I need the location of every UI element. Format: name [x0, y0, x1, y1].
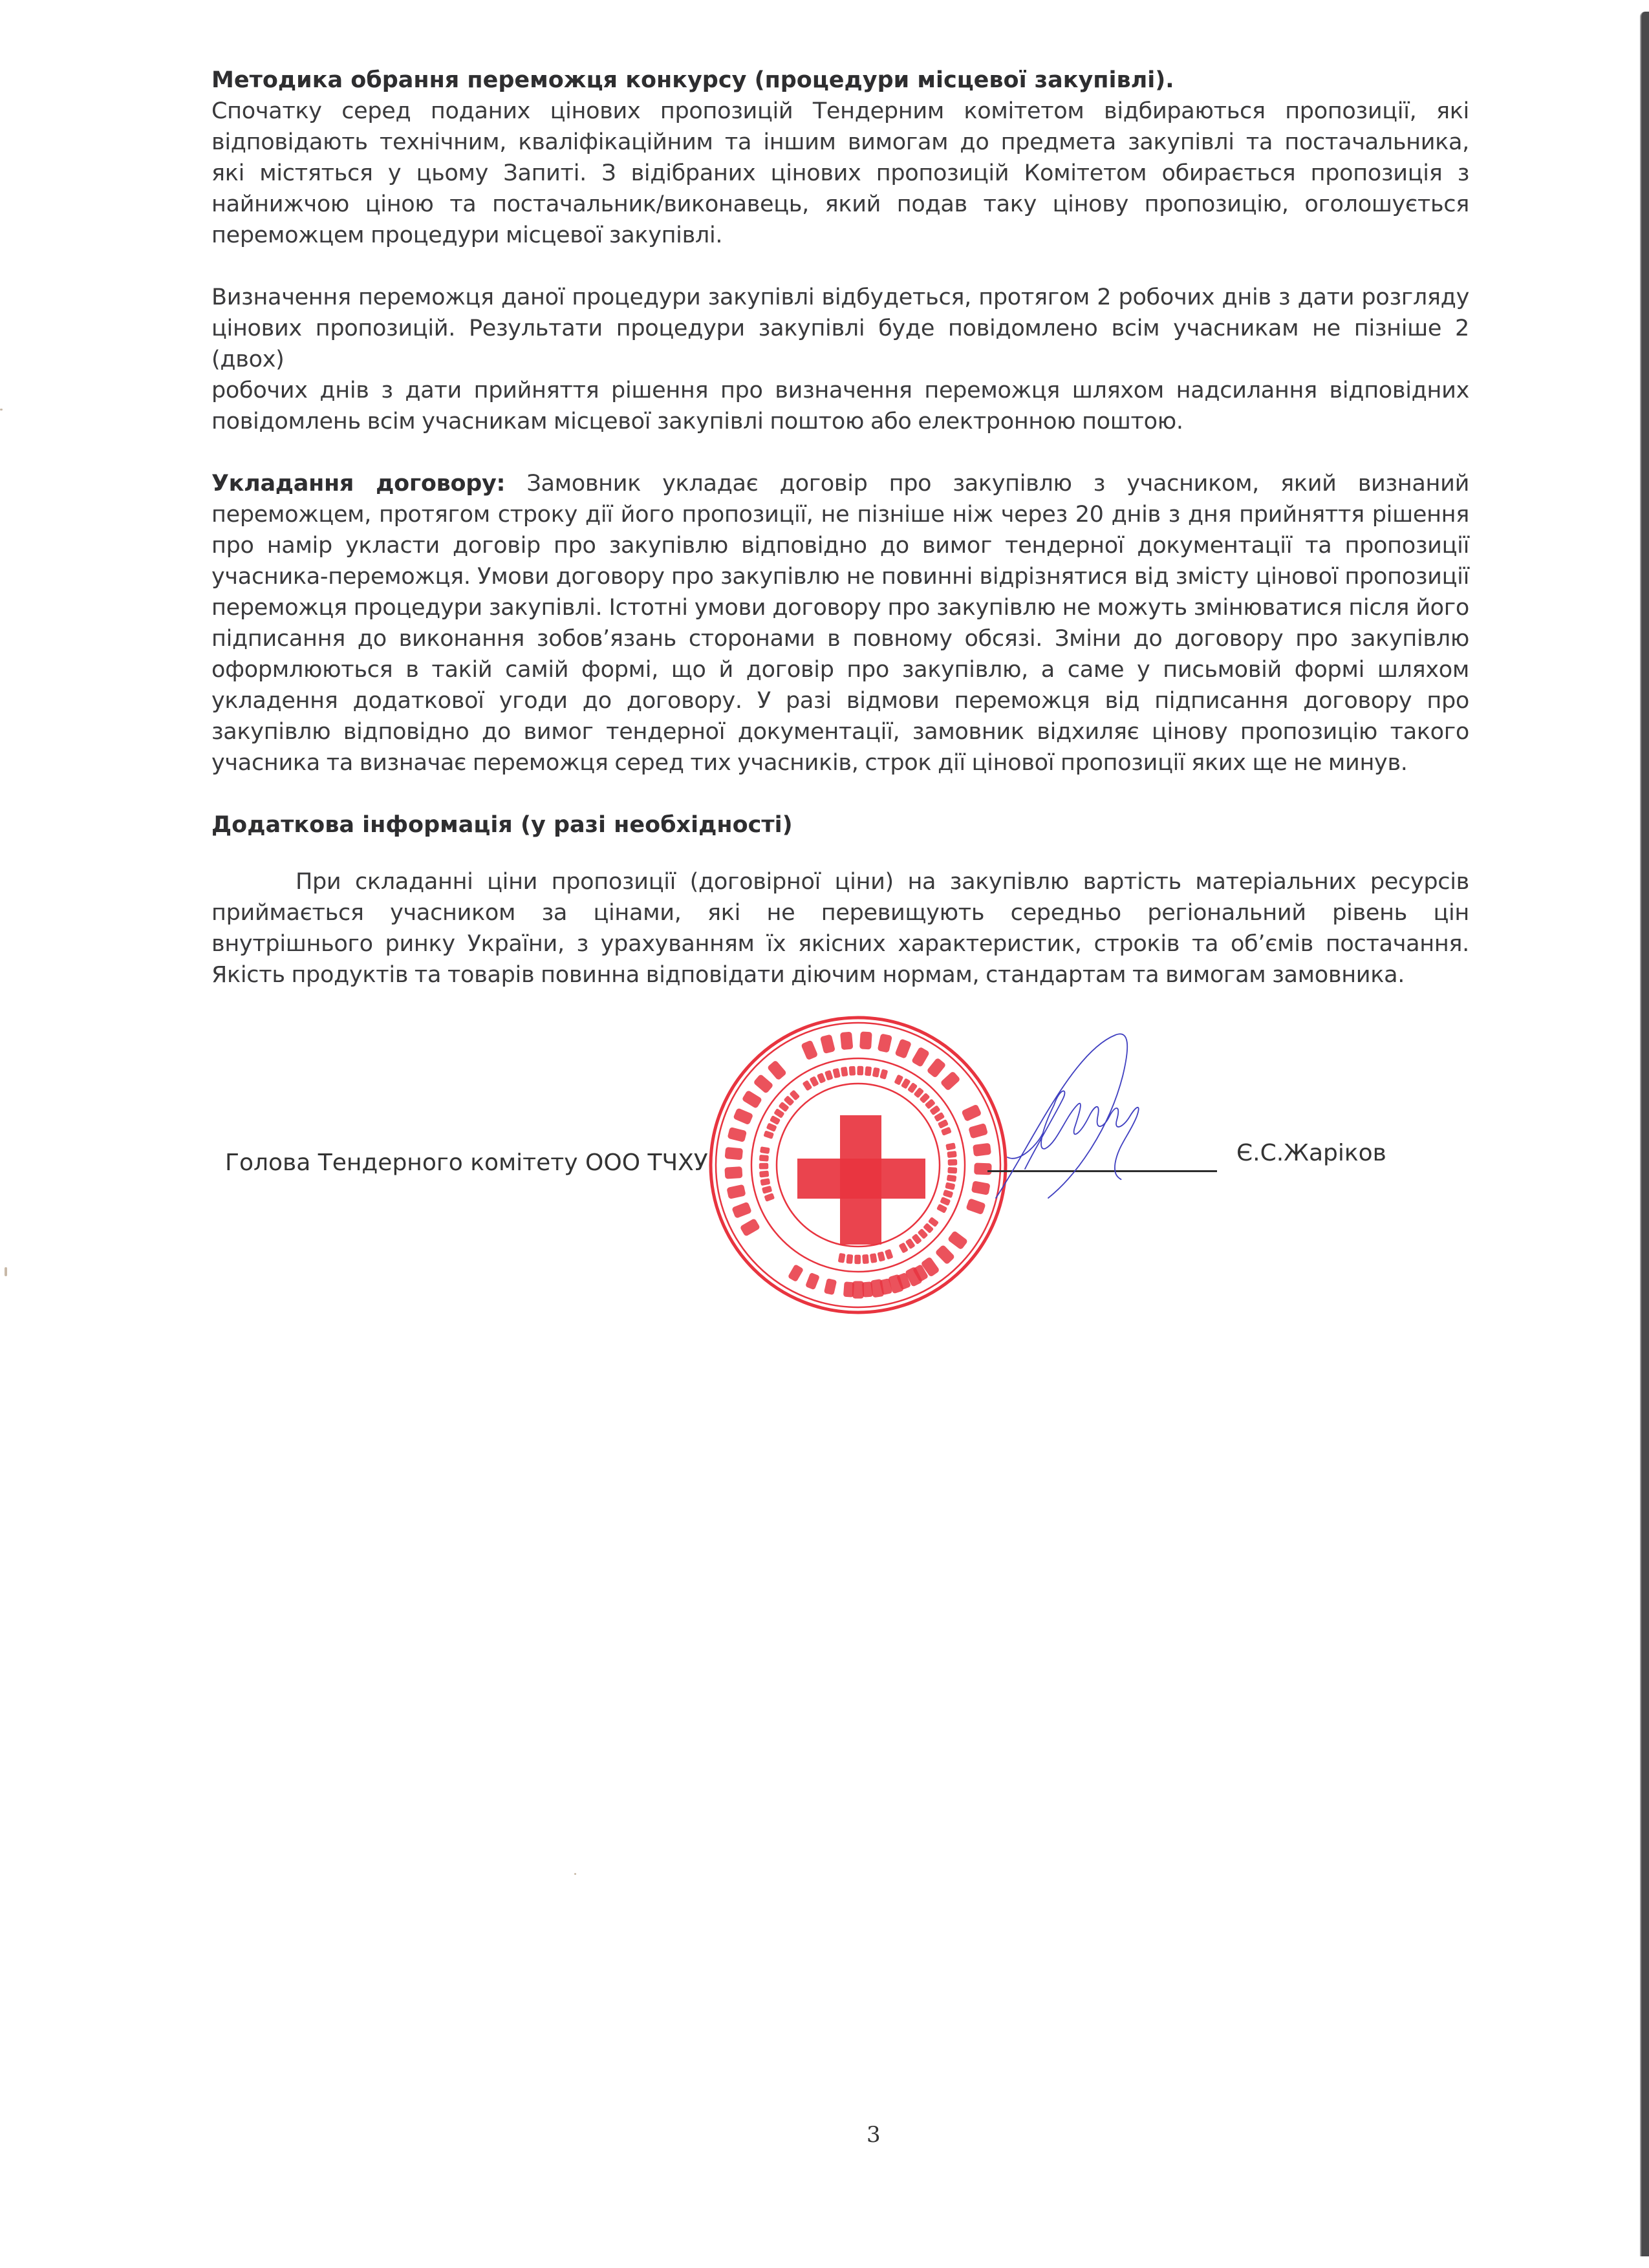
stamp-glyph [824, 1070, 834, 1081]
paragraph-line: робочих днів з дати прийняття рішення про визначення переможця шляхом надсилання відповідних [211, 378, 1469, 403]
paragraph-spacer [211, 437, 1469, 468]
signatory-name: Є.С.Жаріков [1236, 1140, 1386, 1166]
paragraph-line [211, 468, 1469, 499]
section-heading-winner-method: Методика обрання переможця конкурсу (процедури місцевої закупівлі). [211, 67, 1174, 93]
stamp-glyph [872, 1067, 880, 1078]
contract-first-line-text: Замовник укладає договір про закупівлю з учасником, який визнаний [526, 471, 1470, 497]
stamp-glyph [878, 1033, 892, 1053]
paragraph-line: найнижчою ціною та постачальник/виконавець, який подав таку цінову пропозицію, оголошується [211, 191, 1469, 217]
stamp-glyph [885, 1249, 894, 1260]
stamp-glyph [947, 1230, 968, 1250]
stamp-glyph [940, 1197, 951, 1206]
stamp-glyph [940, 1071, 961, 1091]
stamp-glyph [801, 1040, 818, 1060]
paragraph-line: Спочатку серед поданих цінових пропозицій Тендерним комітетом відбираються пропозиції, які [211, 98, 1469, 124]
stamp-glyph [865, 1066, 872, 1076]
stamp-glyph [759, 1155, 769, 1162]
paragraph-line: приймається учасником за цінами, які не перевищують середньо регіональний рівень цін [211, 900, 1469, 926]
stamp-glyph [759, 1170, 769, 1177]
paragraph-line: учасника-переможця. Умови договору про закупівлю не повинні відрізнятися від змісту цінової пропозиції [211, 564, 1469, 590]
section-winner-method [211, 65, 1469, 251]
stamp-glyph [766, 1122, 777, 1132]
stamp-glyph [727, 1127, 748, 1142]
stamp-glyph [877, 1251, 885, 1261]
paragraph-line: переможцем процедури місцевої закупівлі. [211, 222, 723, 248]
paragraph-line: Якість продуктів та товарів повинна відповідати діючим нормам, стандартам та вимогам замовника. [211, 962, 1405, 988]
stamp-glyph [820, 1034, 835, 1054]
page-number: 3 [867, 2122, 881, 2148]
paragraph-line: відповідають технічним, кваліфікаційним та іншим вимогам до предмета закупівлі та постачальника, [211, 129, 1469, 155]
paragraph-line: учасника та визначає переможця серед тих учасників, строк дії цінової пропозиції яких ще не минув. [211, 750, 1408, 776]
scan-speck [5, 1267, 7, 1276]
stamp-glyph [945, 1182, 955, 1190]
stamp-glyph [862, 1254, 869, 1264]
stamp-glyph [824, 1278, 837, 1295]
paragraph-spacer [211, 778, 1469, 809]
stamp-glyph [947, 1175, 957, 1182]
contract-lead-label: Укладання договору: [211, 471, 506, 497]
paragraph-line: Визначення переможця даної процедури закупівлі відбудеться, протягом 2 робочих днів з дати розгляду [211, 284, 1469, 310]
stamp-glyph [788, 1264, 804, 1282]
paragraph-line: переможцем, протягом строку дії його пропозиції, не пізніше ніж через 20 днів з дня прийняття рішення [211, 502, 1469, 528]
paragraph-line: про намір укласти договір про закупівлю відповідно до вимог тендерної документації та пропозиції [211, 533, 1469, 559]
stamp-glyph [849, 1066, 856, 1076]
stamp-glyph [947, 1167, 957, 1173]
stamp-glyph [724, 1166, 742, 1179]
paragraph-line: цінових пропозицій. Результати процедури закупівлі буде повідомлено всім учасникам не пізніше 2 (двох) [211, 316, 1469, 372]
stamp-glyph [862, 1281, 873, 1298]
stamp-glyph [760, 1146, 770, 1154]
stamp-glyph [941, 1127, 952, 1136]
paragraph-line: внутрішнього ринку України, з урахуванням їх якісних характеристик, строків та об’ємів постачання. [211, 931, 1469, 957]
stamp-glyph [725, 1147, 744, 1160]
stamp-glyph [838, 1253, 846, 1263]
stamp-glyph [767, 1060, 787, 1080]
stamp-glyph [870, 1253, 878, 1263]
stamp-glyph [760, 1178, 770, 1186]
stamp-glyph [911, 1047, 930, 1067]
stamp-glyph [854, 1255, 861, 1264]
scan-speck [574, 1873, 576, 1875]
paragraph-line: переможця процедури закупівлі. Істотні умови договору про закупівлю не можуть змінюватися після його [211, 595, 1469, 621]
stamp-glyph [753, 1074, 773, 1094]
stamp-glyph [947, 1151, 956, 1158]
paragraph-line: оформлюються в такій самій формі, що й договір про закупівлю, а саме у письмовій формі шляхом [211, 657, 1469, 683]
stamp-glyph [731, 1201, 752, 1219]
paragraph-line: При складанні ціни пропозиції (договірної ціни) на закупівлю вартість матеріальних ресурсів [296, 869, 1469, 895]
stamp-glyph [943, 1190, 954, 1199]
handwritten-signature [984, 1029, 1217, 1204]
stamp-glyph [843, 1281, 854, 1298]
stamp-glyph [894, 1038, 912, 1059]
stamp-glyph [762, 1186, 772, 1194]
stamp-glyph [852, 1281, 864, 1299]
stamp-glyph [934, 1245, 955, 1265]
section-contract [211, 468, 1469, 778]
stamp-glyph [840, 1032, 853, 1051]
stamp-glyph [742, 1090, 762, 1109]
stamp-glyph [859, 1031, 872, 1049]
stamp-glyph [936, 1204, 947, 1214]
stamp-glyph [740, 1218, 760, 1237]
stamp-glyph [961, 1104, 982, 1122]
stamp-glyph [841, 1067, 848, 1077]
stamp-glyph [948, 1159, 958, 1166]
signatory-position-label: Голова Тендерного комітету ООО ТЧХУ [225, 1150, 708, 1176]
paragraph-line: які містяться у цьому Запиті. З відібраних цінових пропозицій Комітетом обирається пропозиція з [211, 160, 1469, 186]
stamp-glyph [857, 1066, 863, 1076]
red-cross-icon [797, 1115, 925, 1245]
stamp-glyph [817, 1073, 826, 1084]
stamp-glyph [763, 1130, 774, 1139]
stamp-glyph [927, 1057, 947, 1078]
signature-area [211, 1010, 1469, 1346]
stamp-glyph [965, 1198, 986, 1215]
scan-speck [0, 409, 3, 411]
paragraph-line: укладення додаткової угоди до договору. У разі відмови переможця від підписання договору про [211, 688, 1469, 714]
stamp-glyph [805, 1272, 820, 1290]
paragraph-line: закупівлю відповідно до вимог тендерної документації, замовник відхиляє цінову пропозицію такого [211, 719, 1469, 745]
stamp-glyph [945, 1142, 956, 1150]
stamp-glyph [726, 1184, 746, 1199]
stamp-glyph [832, 1068, 841, 1078]
section-winner-determination [211, 282, 1469, 437]
stamp-glyph [846, 1254, 853, 1264]
paragraph-spacer [211, 840, 1469, 866]
stamp-glyph [879, 1069, 888, 1079]
stamp-glyph [733, 1107, 753, 1125]
paragraph-line: підписання до виконання зобов’язань сторонами в повному обсязі. Зміни до договору про закупівлю [211, 626, 1469, 652]
section-heading-additional-info: Додаткова інформація (у разі необхідності) [211, 812, 793, 838]
document-body [211, 65, 1469, 1346]
section-additional-info [211, 809, 1469, 990]
paragraph-line: повідомлень всім учасникам місцевої закупівлі поштою або електронною поштою. [211, 409, 1183, 434]
stamp-glyph [764, 1193, 775, 1202]
stamp-glyph [759, 1163, 769, 1170]
paragraph-spacer [211, 251, 1469, 282]
red-cross-stamp [703, 1010, 1013, 1320]
